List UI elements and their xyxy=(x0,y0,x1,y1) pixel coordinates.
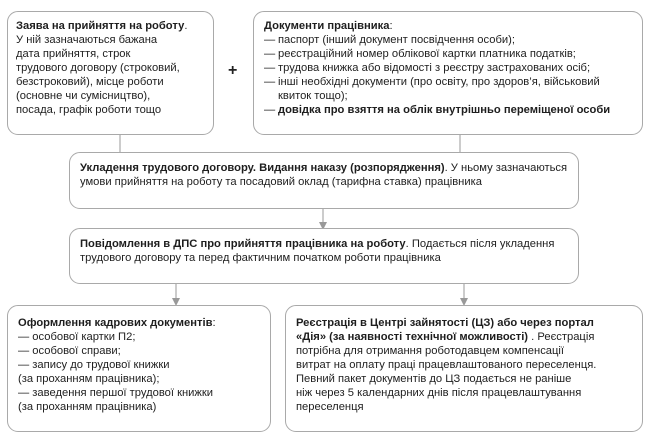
application-title: Заява на прийняття на роботу xyxy=(16,20,185,32)
application-line: трудового договору (строковий, xyxy=(16,62,180,74)
documents-title: Документи працівника xyxy=(264,20,390,32)
registration-text: ніж через 5 календарних днів після працевлаштування xyxy=(296,387,582,399)
hr-documents-box: Оформлення кадрових документів: — особової картки П2; — особової справи; — запису до трудової книжки (за проханням працівника); — заведення першої трудової книжки (за проханням працівника) xyxy=(7,305,271,432)
documents-item: — паспорт (інший документ посвідчення особи); xyxy=(264,34,515,46)
documents-item-continued: квиток тощо); xyxy=(278,90,348,102)
contract-title: Укладення трудового договору. Видання наказу (розпорядження) xyxy=(80,162,445,174)
contract-text: умови прийняття на роботу та посадовий оклад (тарифна ставка) працівника xyxy=(80,176,482,188)
documents-item-idp: — довідка про взяття на облік внутрішньо переміщеної особи xyxy=(264,104,611,116)
documents-item: — інші необхідні документи (про освіту, про здоров’я, військовий xyxy=(264,76,600,88)
hr-documents-item: — запису до трудової книжки xyxy=(18,359,170,371)
application-line: У ній зазначаються бажана xyxy=(16,34,158,46)
notification-text: трудового договору та перед фактичним початком роботи працівника xyxy=(80,252,441,264)
application-line: посада, графік роботи тощо xyxy=(16,104,162,116)
hr-documents-item: — особової справи; xyxy=(18,345,121,357)
hr-documents-title: Оформлення кадрових документів xyxy=(18,317,213,329)
application-box: Заява на прийняття на роботу. У ній зазначаються бажана дата прийняття, строк трудового договору (строковий, безстроковий), місце роботи (основне чи сумісництво), посада, графік роботи тощо xyxy=(7,11,214,135)
hr-documents-item: — заведення першої трудової книжки xyxy=(18,387,214,399)
employment-contract-box: Укладення трудового договору. Видання наказу (розпорядження). У ньому зазначаються умови прийняття на роботу та посадовий оклад (тарифна ставка) працівника xyxy=(69,152,579,209)
tax-service-notification-box: Повідомлення в ДПС про прийняття працівника на роботу. Подається після укладення трудового договору та перед фактичним початком роботи працівника xyxy=(69,228,579,284)
documents-item: — трудова книжка або відомості з реєстру застрахованих осіб; xyxy=(264,62,591,74)
hr-documents-item: — особової картки П2; xyxy=(18,331,136,343)
hr-documents-item: (за проханням працівника); xyxy=(18,373,160,385)
registration-text: потрібна для отримання роботодавцем компенсації xyxy=(296,345,565,357)
application-line: безстроковий), місце роботи xyxy=(16,76,164,88)
notification-title: Повідомлення в ДПС про прийняття працівника на роботу xyxy=(80,238,406,250)
registration-title-cont: «Дія» (за наявності технічної можливості) xyxy=(296,331,529,343)
documents-item: — реєстраційний номер облікової картки платника податків; xyxy=(264,48,576,60)
hr-documents-item: (за проханням працівника) xyxy=(18,401,157,413)
application-line: дата прийняття, строк xyxy=(16,48,131,60)
registration-title: Реєстрація в Центрі зайнятості (ЦЗ) або через портал xyxy=(296,317,594,329)
application-line: (основне чи сумісництво), xyxy=(16,90,151,102)
employee-documents-box: Документи працівника: — паспорт (інший документ посвідчення особи); — реєстраційний номер облікової картки платника податків; — трудова книжка або відомості з реєстру застрахованих осіб; — інші необхідні документи (про освіту, про здоров’я, військовий квиток тощо); — довідка про взяття на облік внутрішньо переміщеної особи xyxy=(253,11,643,135)
plus-sign: + xyxy=(228,62,238,79)
employment-center-registration-box: Реєстрація в Центрі зайнятості (ЦЗ) або через портал «Дія» (за наявності технічної можливості) . Реєстрація потрібна для отримання роботодавцем компенсації витрат на оплату праці працевлаштованого переселенця. Певний пакет документів до ЦЗ подається не раніше ніж через 5 календарних днів після працевлаштування переселенця xyxy=(285,305,643,432)
registration-text: переселенця xyxy=(296,401,364,413)
registration-text: витрат на оплату праці працевлаштованого переселенця. xyxy=(296,359,597,371)
registration-text: Певний пакет документів до ЦЗ подається не раніше xyxy=(296,373,572,385)
